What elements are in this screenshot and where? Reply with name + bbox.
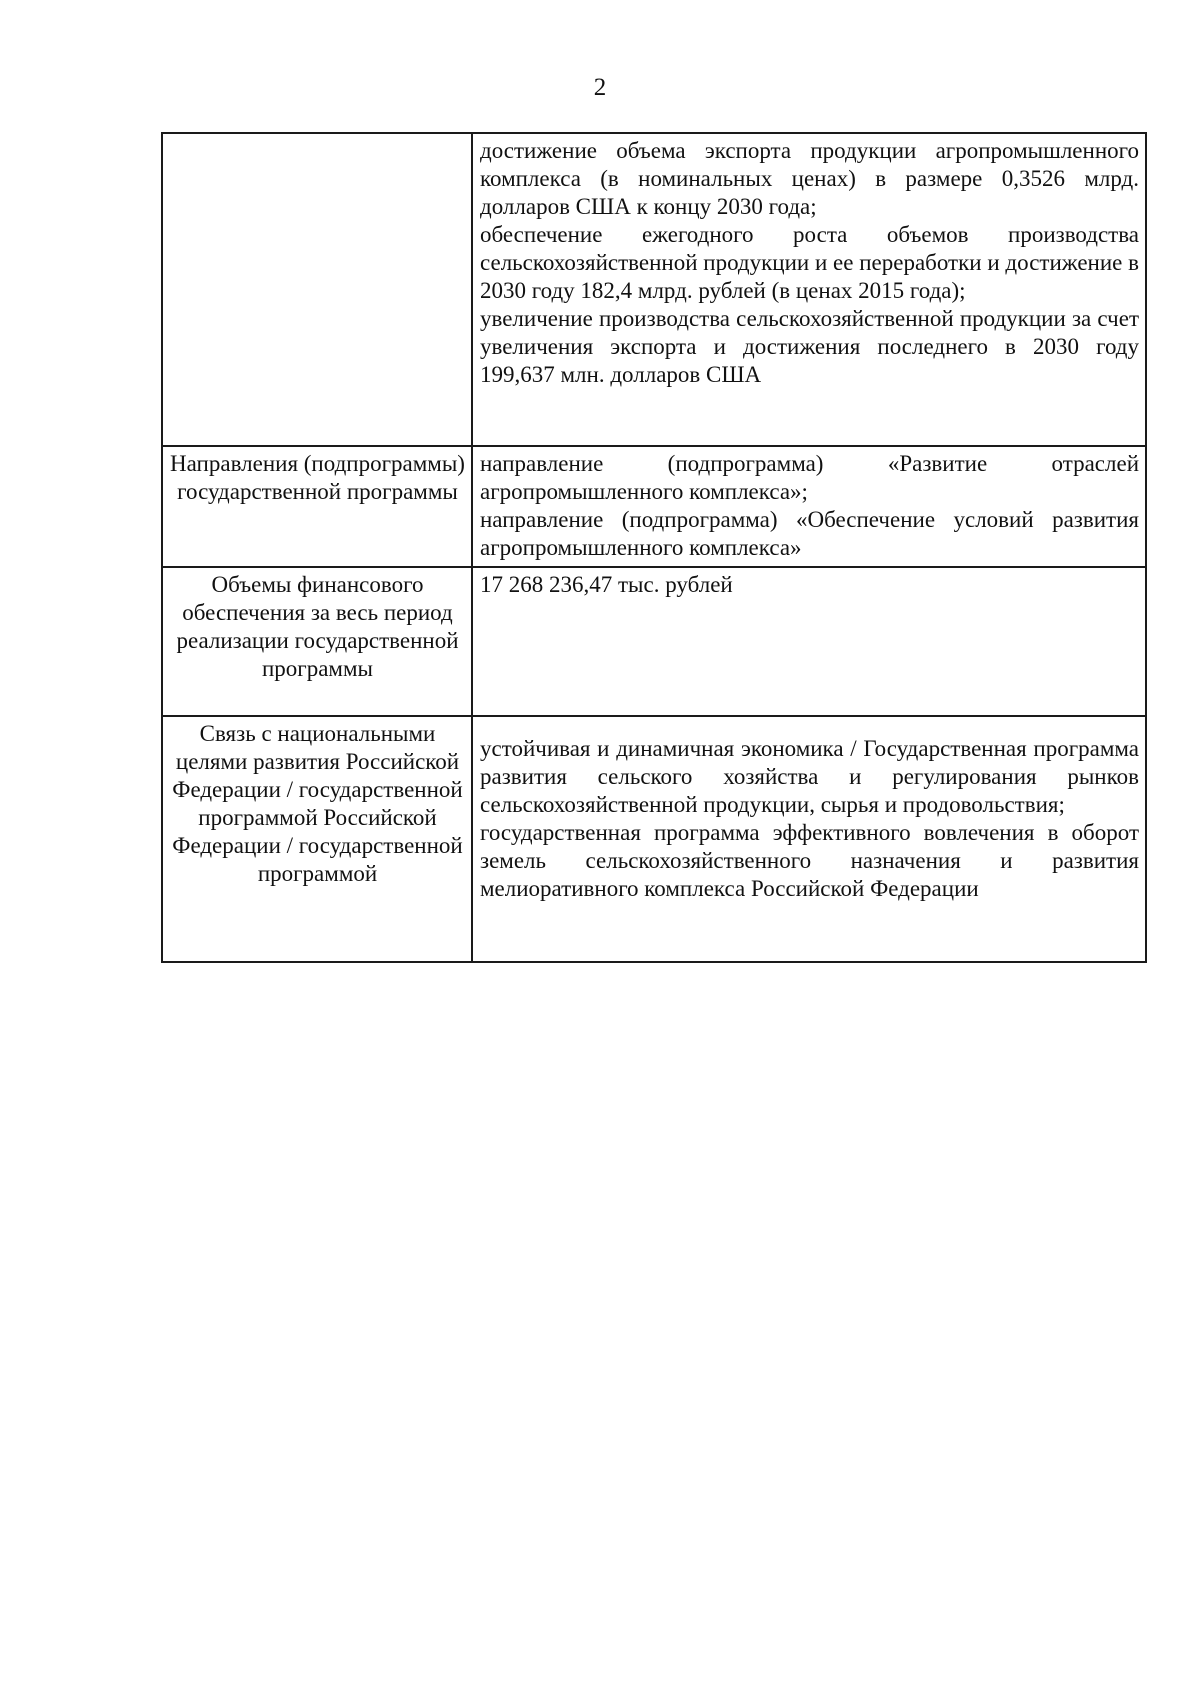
- row-label-national-goals: Связь с национальными целями развития Российской Федерации / государственной программой Российской Федерации / государственной программой: [162, 716, 472, 962]
- row-label-goals: [162, 133, 472, 446]
- national-goal-economy: устойчивая и динамичная экономика / Государственная программа развития сельского хозяйства и регулирования рынков сельскохозяйственной продукции, сырья и продовольствия;: [480, 736, 1139, 817]
- row-content-funding: [472, 567, 1146, 716]
- row-content-goals: [472, 133, 1146, 446]
- direction-industry-development: направление (подпрограмма) «Развитие отраслей агропромышленного комплекса»;: [480, 451, 1139, 504]
- page-number: 2: [593, 74, 607, 101]
- table-row-directions: [162, 446, 1146, 567]
- row-content-national-goals: [472, 716, 1146, 962]
- funding-amount: 17 268 236,47 тыс. рублей: [480, 572, 733, 597]
- row-label-funding: Объемы финансового обеспечения за весь период реализации государственной программы: [162, 567, 472, 716]
- table-row-national-goals: [162, 716, 1146, 962]
- program-passport-table: [161, 132, 1147, 963]
- goal-export-volume: достижение объема экспорта продукции агропромышленного комплекса (в номинальных ценах) в размере 0,3526 млрд. долларов США к концу 2030 года;: [480, 138, 1139, 219]
- national-goal-land-program: государственная программа эффективного вовлечения в оборот земель сельскохозяйственного назначения и развития мелиоративного комплекса Российской Федерации: [480, 820, 1139, 901]
- direction-conditions: направление (подпрограмма) «Обеспечение условий развития агропромышленного комплекса»: [480, 507, 1139, 560]
- goal-production-growth: обеспечение ежегодного роста объемов производства сельскохозяйственной продукции и ее переработки и достижение в 2030 году 182,4 млрд. рублей (в ценах 2015 года);: [480, 222, 1139, 303]
- row-content-directions: [472, 446, 1146, 567]
- table-row-funding: [162, 567, 1146, 716]
- table-row-goals: [162, 133, 1146, 446]
- row-label-directions: Направления (подпрограммы) государственной программы: [162, 446, 472, 567]
- goal-export-increase: увеличение производства сельскохозяйственной продукции за счет увеличения экспорта и достижения последнего в 2030 году 199,637 млн. долларов США: [480, 306, 1139, 387]
